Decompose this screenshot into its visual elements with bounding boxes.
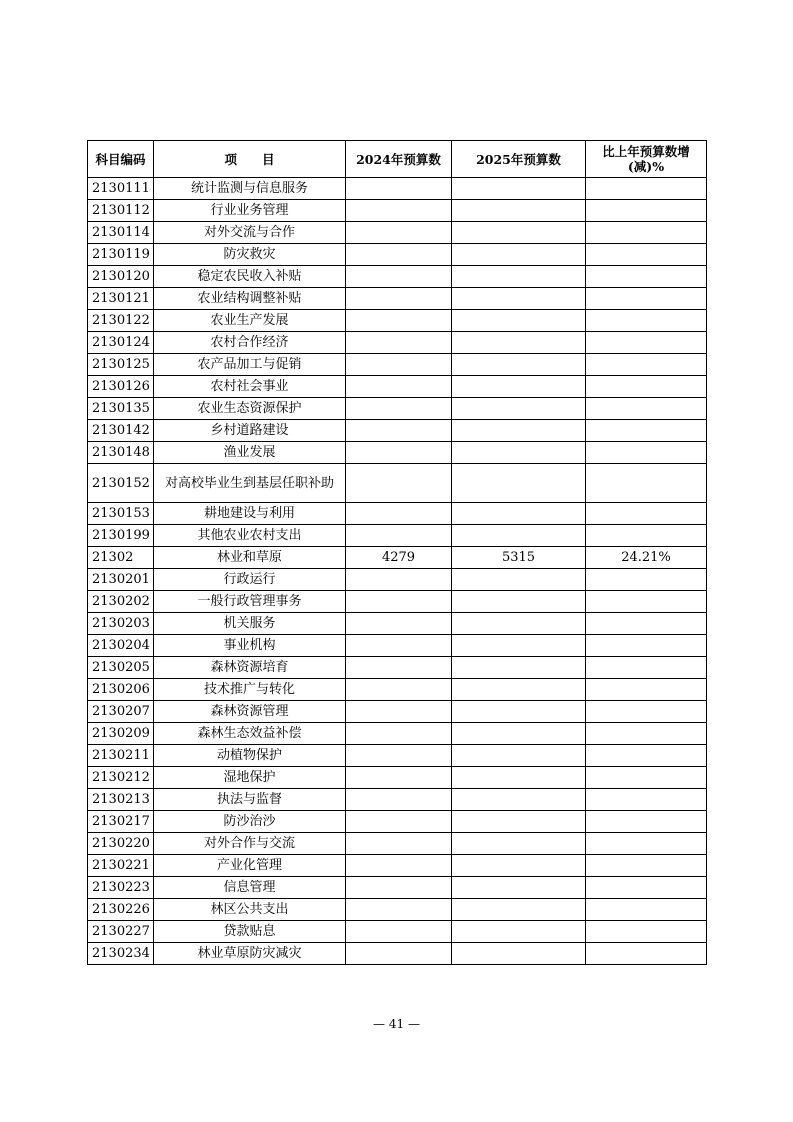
cell-code: 2130126	[88, 376, 154, 398]
cell-budget-2025	[452, 569, 586, 591]
cell-budget-2025	[452, 354, 586, 376]
cell-change	[586, 376, 707, 398]
table-row	[88, 943, 707, 965]
cell-budget-2025	[452, 464, 586, 503]
cell-name: 森林资源管理	[154, 701, 346, 723]
table-body	[88, 178, 707, 965]
table-row	[88, 811, 707, 833]
header-budget-2025: 2025年预算数	[452, 141, 586, 178]
table-row	[88, 855, 707, 877]
cell-name: 森林生态效益补偿	[154, 723, 346, 745]
cell-budget-2024	[346, 745, 452, 767]
table-row	[88, 547, 707, 569]
cell-budget-2024	[346, 943, 452, 965]
cell-name: 林区公共支出	[154, 899, 346, 921]
cell-name: 信息管理	[154, 877, 346, 899]
cell-code: 2130112	[88, 200, 154, 222]
cell-name: 执法与监督	[154, 789, 346, 811]
cell-budget-2025: 5315	[452, 547, 586, 569]
cell-code: 2130213	[88, 789, 154, 811]
table-row	[88, 332, 707, 354]
table-row	[88, 569, 707, 591]
cell-code: 2130153	[88, 503, 154, 525]
cell-code: 2130114	[88, 222, 154, 244]
cell-budget-2024	[346, 420, 452, 442]
cell-budget-2024	[346, 635, 452, 657]
table-row	[88, 767, 707, 789]
cell-budget-2025	[452, 266, 586, 288]
cell-change	[586, 200, 707, 222]
cell-change	[586, 943, 707, 965]
cell-name: 对外交流与合作	[154, 222, 346, 244]
cell-budget-2025	[452, 701, 586, 723]
cell-name: 统计监测与信息服务	[154, 178, 346, 200]
cell-budget-2025	[452, 811, 586, 833]
cell-budget-2025	[452, 503, 586, 525]
cell-change	[586, 811, 707, 833]
cell-change	[586, 354, 707, 376]
cell-change	[586, 266, 707, 288]
cell-name: 农业结构调整补贴	[154, 288, 346, 310]
table-row	[88, 921, 707, 943]
cell-budget-2024	[346, 288, 452, 310]
cell-budget-2024	[346, 701, 452, 723]
cell-budget-2024	[346, 767, 452, 789]
table-row	[88, 679, 707, 701]
cell-name: 渔业发展	[154, 442, 346, 464]
cell-code: 2130202	[88, 591, 154, 613]
cell-budget-2025	[452, 789, 586, 811]
cell-budget-2024	[346, 244, 452, 266]
cell-code: 21302	[88, 547, 154, 569]
cell-name: 动植物保护	[154, 745, 346, 767]
cell-budget-2024	[346, 679, 452, 701]
table-row	[88, 310, 707, 332]
cell-change	[586, 921, 707, 943]
cell-budget-2024	[346, 899, 452, 921]
cell-change	[586, 679, 707, 701]
cell-budget-2024	[346, 657, 452, 679]
table-row	[88, 503, 707, 525]
table-row	[88, 442, 707, 464]
budget-table	[87, 140, 707, 965]
cell-code: 2130204	[88, 635, 154, 657]
cell-budget-2024	[346, 442, 452, 464]
cell-budget-2024	[346, 200, 452, 222]
cell-budget-2025	[452, 591, 586, 613]
table-row	[88, 635, 707, 657]
cell-budget-2025	[452, 723, 586, 745]
cell-budget-2024	[346, 569, 452, 591]
cell-code: 2130223	[88, 877, 154, 899]
cell-budget-2024	[346, 222, 452, 244]
cell-budget-2024	[346, 332, 452, 354]
table-row	[88, 398, 707, 420]
cell-code: 2130212	[88, 767, 154, 789]
cell-change	[586, 420, 707, 442]
cell-code: 2130209	[88, 723, 154, 745]
cell-budget-2024	[346, 789, 452, 811]
cell-budget-2025	[452, 310, 586, 332]
cell-budget-2025	[452, 921, 586, 943]
cell-budget-2024	[346, 877, 452, 899]
cell-code: 2130199	[88, 525, 154, 547]
cell-budget-2024	[346, 833, 452, 855]
cell-change: 24.21%	[586, 547, 707, 569]
cell-change	[586, 591, 707, 613]
cell-change	[586, 701, 707, 723]
cell-budget-2025	[452, 833, 586, 855]
cell-change	[586, 178, 707, 200]
cell-budget-2025	[452, 332, 586, 354]
cell-budget-2025	[452, 244, 586, 266]
cell-name: 其他农业农村支出	[154, 525, 346, 547]
cell-name: 农村合作经济	[154, 332, 346, 354]
cell-change	[586, 398, 707, 420]
table-row	[88, 178, 707, 200]
cell-name: 机关服务	[154, 613, 346, 635]
cell-change	[586, 222, 707, 244]
cell-change	[586, 745, 707, 767]
cell-budget-2025	[452, 442, 586, 464]
table-row	[88, 877, 707, 899]
cell-code: 2130201	[88, 569, 154, 591]
table-row	[88, 591, 707, 613]
cell-budget-2025	[452, 376, 586, 398]
cell-name: 农业生态资源保护	[154, 398, 346, 420]
header-code: 科目编码	[88, 141, 154, 178]
cell-name: 对外合作与交流	[154, 833, 346, 855]
cell-name: 耕地建设与利用	[154, 503, 346, 525]
cell-code: 2130221	[88, 855, 154, 877]
page-number: — 41 —	[373, 1017, 420, 1031]
cell-budget-2025	[452, 525, 586, 547]
table-row	[88, 833, 707, 855]
cell-code: 2130207	[88, 701, 154, 723]
table-row	[88, 899, 707, 921]
cell-budget-2024	[346, 921, 452, 943]
cell-change	[586, 442, 707, 464]
cell-budget-2025	[452, 745, 586, 767]
cell-budget-2025	[452, 657, 586, 679]
cell-code: 2130125	[88, 354, 154, 376]
cell-name: 森林资源培育	[154, 657, 346, 679]
table-row	[88, 525, 707, 547]
cell-change	[586, 899, 707, 921]
cell-budget-2024	[346, 503, 452, 525]
table-header	[88, 141, 707, 178]
cell-name: 农村社会事业	[154, 376, 346, 398]
cell-budget-2025	[452, 635, 586, 657]
table-row	[88, 288, 707, 310]
cell-code: 2130111	[88, 178, 154, 200]
cell-code: 2130220	[88, 833, 154, 855]
cell-budget-2024	[346, 178, 452, 200]
cell-budget-2025	[452, 200, 586, 222]
cell-budget-2024	[346, 613, 452, 635]
cell-code: 2130203	[88, 613, 154, 635]
cell-name: 林业草原防灾减灾	[154, 943, 346, 965]
cell-name: 对高校毕业生到基层任职补助	[154, 464, 346, 503]
cell-change	[586, 310, 707, 332]
table-row	[88, 745, 707, 767]
cell-code: 2130119	[88, 244, 154, 266]
cell-name: 湿地保护	[154, 767, 346, 789]
cell-name: 防灾救灾	[154, 244, 346, 266]
table-row	[88, 244, 707, 266]
cell-change	[586, 877, 707, 899]
cell-change	[586, 613, 707, 635]
cell-change	[586, 464, 707, 503]
cell-budget-2024	[346, 376, 452, 398]
cell-name: 一般行政管理事务	[154, 591, 346, 613]
table-row	[88, 464, 707, 503]
cell-budget-2024	[346, 591, 452, 613]
cell-name: 乡村道路建设	[154, 420, 346, 442]
cell-change	[586, 723, 707, 745]
cell-code: 2130135	[88, 398, 154, 420]
cell-change	[586, 525, 707, 547]
cell-budget-2025	[452, 899, 586, 921]
cell-budget-2025	[452, 398, 586, 420]
cell-name: 产业化管理	[154, 855, 346, 877]
cell-budget-2025	[452, 288, 586, 310]
cell-budget-2025	[452, 767, 586, 789]
cell-change	[586, 767, 707, 789]
cell-budget-2024	[346, 525, 452, 547]
cell-budget-2025	[452, 943, 586, 965]
cell-change	[586, 833, 707, 855]
cell-change	[586, 332, 707, 354]
cell-name: 行政运行	[154, 569, 346, 591]
table-row	[88, 200, 707, 222]
header-budget-2024: 2024年预算数	[346, 141, 452, 178]
cell-budget-2025	[452, 855, 586, 877]
cell-code: 2130121	[88, 288, 154, 310]
cell-budget-2025	[452, 420, 586, 442]
table-row	[88, 266, 707, 288]
cell-code: 2130124	[88, 332, 154, 354]
table-row	[88, 420, 707, 442]
cell-name: 技术推广与转化	[154, 679, 346, 701]
header-name: 项 目	[154, 141, 346, 178]
cell-budget-2024	[346, 855, 452, 877]
cell-budget-2024: 4279	[346, 547, 452, 569]
cell-code: 2130205	[88, 657, 154, 679]
cell-name: 农产品加工与促销	[154, 354, 346, 376]
cell-change	[586, 789, 707, 811]
cell-change	[586, 855, 707, 877]
header-change: 比上年预算数增(减)%	[586, 141, 707, 178]
table-row	[88, 701, 707, 723]
table-row	[88, 723, 707, 745]
cell-budget-2025	[452, 178, 586, 200]
cell-change	[586, 288, 707, 310]
cell-budget-2025	[452, 222, 586, 244]
cell-budget-2024	[346, 266, 452, 288]
cell-code: 2130206	[88, 679, 154, 701]
cell-code: 2130122	[88, 310, 154, 332]
cell-name: 行业业务管理	[154, 200, 346, 222]
cell-budget-2025	[452, 679, 586, 701]
cell-code: 2130217	[88, 811, 154, 833]
cell-change	[586, 244, 707, 266]
cell-budget-2024	[346, 464, 452, 503]
cell-budget-2024	[346, 723, 452, 745]
cell-change	[586, 503, 707, 525]
cell-name: 稳定农民收入补贴	[154, 266, 346, 288]
cell-name: 林业和草原	[154, 547, 346, 569]
cell-code: 2130152	[88, 464, 154, 503]
cell-name: 事业机构	[154, 635, 346, 657]
table-row	[88, 376, 707, 398]
table-row	[88, 789, 707, 811]
cell-code: 2130211	[88, 745, 154, 767]
table-row	[88, 613, 707, 635]
cell-name: 贷款贴息	[154, 921, 346, 943]
cell-name: 防沙治沙	[154, 811, 346, 833]
cell-code: 2130227	[88, 921, 154, 943]
cell-budget-2024	[346, 398, 452, 420]
table-row	[88, 657, 707, 679]
cell-budget-2024	[346, 354, 452, 376]
cell-budget-2025	[452, 613, 586, 635]
cell-budget-2025	[452, 877, 586, 899]
cell-code: 2130142	[88, 420, 154, 442]
cell-budget-2024	[346, 811, 452, 833]
cell-code: 2130226	[88, 899, 154, 921]
cell-change	[586, 569, 707, 591]
cell-budget-2024	[346, 310, 452, 332]
cell-code: 2130120	[88, 266, 154, 288]
cell-change	[586, 635, 707, 657]
cell-name: 农业生产发展	[154, 310, 346, 332]
cell-code: 2130234	[88, 943, 154, 965]
cell-code: 2130148	[88, 442, 154, 464]
cell-change	[586, 657, 707, 679]
table-row	[88, 354, 707, 376]
table-row	[88, 222, 707, 244]
